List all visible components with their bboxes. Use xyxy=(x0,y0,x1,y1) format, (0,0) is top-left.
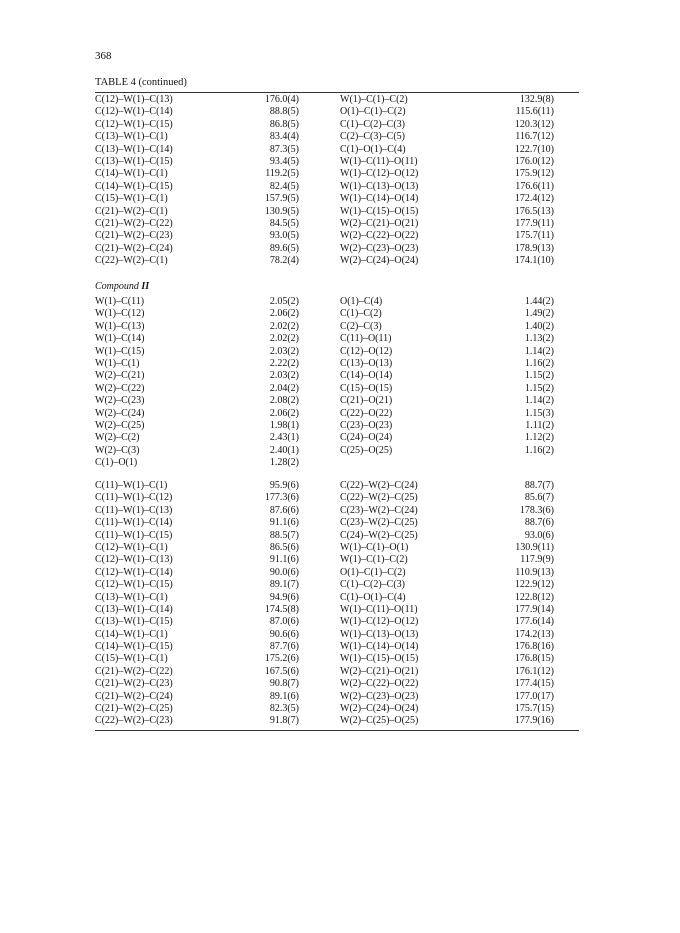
cell-value: 167.5(6) xyxy=(264,665,299,677)
cell-value: 89.6(5) xyxy=(269,242,299,254)
cell-value: 87.3(5) xyxy=(269,143,299,155)
cell-value: 1.15(2) xyxy=(524,370,554,382)
cell-value: 175.2(6) xyxy=(264,653,299,665)
cell-value: 87.7(6) xyxy=(269,641,299,653)
cell-value: 130.9(5) xyxy=(264,205,299,217)
cell-value: 177.0(17) xyxy=(514,690,554,702)
cell-atoms-label: C(23)–O(23) xyxy=(340,419,393,431)
table-row xyxy=(95,156,579,168)
table-row xyxy=(95,346,579,358)
cell-atoms-label: C(12)–W(1)–C(14) xyxy=(95,106,173,118)
cell-value: 88.7(7) xyxy=(524,480,554,491)
section-title-prefix: Compound xyxy=(95,281,139,292)
cell-value: 177.3(6) xyxy=(264,492,299,504)
cell-atoms-label: C(12)–W(1)–C(15) xyxy=(95,579,173,591)
cell-atoms-label: W(2)–C(22)–O(22) xyxy=(340,678,419,690)
cell-atoms-label: C(1)–C(2)–C(3) xyxy=(340,118,405,130)
cell-atoms-label: W(1)–C(13)–O(13) xyxy=(340,628,419,640)
cell-atoms-label: W(2)–C(21)–O(21) xyxy=(340,665,419,677)
cell-atoms-label: C(1)–C(2) xyxy=(340,308,382,320)
cell-atoms-label: C(11)–W(1)–C(15) xyxy=(95,529,173,541)
cell-value: 176.0(4) xyxy=(264,94,299,105)
cell-atoms-label: C(13)–W(1)–C(1) xyxy=(95,131,168,143)
cell-value: 2.02(2) xyxy=(269,320,299,332)
cell-atoms-label: C(13)–W(1)–C(14) xyxy=(95,143,173,155)
cell-value: 90.0(6) xyxy=(269,566,299,578)
section-title-roman: II xyxy=(141,281,150,292)
section-title xyxy=(95,281,149,292)
cell-atoms-label: C(13)–O(13) xyxy=(340,357,393,369)
cell-atoms-label: C(25)–O(25) xyxy=(340,444,393,456)
cell-atoms-label: C(12)–W(1)–C(13) xyxy=(95,554,173,566)
cell-atoms-label: C(12)–W(1)–C(1) xyxy=(95,541,168,553)
table-row xyxy=(95,321,579,333)
cell-value: 176.6(11) xyxy=(515,180,554,192)
cell-atoms-label: W(2)–C(24)–O(24) xyxy=(340,255,419,267)
cell-value: 93.0(6) xyxy=(524,529,554,541)
cell-value: 2.06(2) xyxy=(269,407,299,419)
table-row xyxy=(95,358,579,370)
table-row xyxy=(95,94,579,106)
table-row xyxy=(95,370,579,382)
cell-value: 90.6(6) xyxy=(269,628,299,640)
table-row xyxy=(95,505,579,517)
table-row xyxy=(95,715,579,727)
table-row xyxy=(95,420,579,432)
cell-atoms-label: C(21)–W(2)–C(1) xyxy=(95,205,168,217)
cell-atoms-label: C(12)–W(1)–C(14) xyxy=(95,566,173,578)
cell-value: 2.03(2) xyxy=(269,345,299,357)
cell-atoms-label: W(2)–C(21)–O(21) xyxy=(340,217,419,229)
cell-value: 87.0(6) xyxy=(269,616,299,628)
table-row xyxy=(95,457,579,469)
cell-value: 177.9(16) xyxy=(514,715,554,727)
cell-value: 1.40(2) xyxy=(524,320,554,332)
cell-value: 122.8(12) xyxy=(514,591,554,603)
table-row xyxy=(95,604,579,616)
table-row xyxy=(95,243,579,255)
cell-atoms-label: W(2)–C(23)–O(23) xyxy=(340,690,419,702)
cell-atoms-label: W(2)–C(24) xyxy=(95,407,145,419)
cell-value: 90.8(7) xyxy=(269,678,299,690)
cell-atoms-label: C(21)–W(2)–C(25) xyxy=(95,703,173,715)
cell-value: 84.5(5) xyxy=(269,217,299,229)
cell-atoms-label: W(2)–C(22) xyxy=(95,382,145,394)
cell-atoms-label: C(14)–W(1)–C(15) xyxy=(95,180,173,192)
cell-atoms-label: W(2)–C(23) xyxy=(95,395,145,407)
cell-atoms-label: W(1)–C(13)–O(13) xyxy=(340,180,419,192)
table-row xyxy=(95,333,579,345)
cell-atoms-label: W(1)–C(13) xyxy=(95,320,145,332)
cell-atoms-label: C(12)–O(12) xyxy=(340,345,393,357)
cell-value: 2.40(1) xyxy=(269,444,299,456)
cell-atoms-label: W(2)–C(23)–O(23) xyxy=(340,242,419,254)
cell-atoms-label: W(2)–C(25) xyxy=(95,419,145,431)
cell-atoms-label: W(1)–C(15) xyxy=(95,345,145,357)
cell-atoms-label: C(22)–W(2)–C(24) xyxy=(340,480,418,491)
cell-atoms-label: C(21)–W(2)–C(22) xyxy=(95,665,173,677)
table-row xyxy=(95,395,579,407)
cell-value: 177.9(14) xyxy=(514,603,554,615)
cell-value: 175.7(15) xyxy=(514,703,554,715)
cell-value: 176.5(13) xyxy=(514,205,554,217)
cell-value: 2.04(2) xyxy=(269,382,299,394)
cell-value: 91.8(7) xyxy=(269,715,299,727)
cell-atoms-label: C(14)–W(1)–C(1) xyxy=(95,168,168,180)
cell-value: 95.9(6) xyxy=(269,480,299,491)
cell-atoms-label: C(11)–W(1)–C(12) xyxy=(95,492,173,504)
cell-atoms-label: C(13)–W(1)–C(15) xyxy=(95,155,173,167)
cell-atoms-label: C(22)–W(2)–C(23) xyxy=(95,715,173,727)
cell-value: 2.43(1) xyxy=(269,432,299,444)
table-row xyxy=(95,616,579,628)
cell-value: 94.9(6) xyxy=(269,591,299,603)
table-row xyxy=(95,144,579,156)
cell-atoms-label: O(1)–C(1)–C(2) xyxy=(340,566,406,578)
cell-atoms-label: O(1)–C(1)–C(2) xyxy=(340,106,406,118)
cell-atoms-label: W(1)–C(14) xyxy=(95,333,145,345)
cell-atoms-label: W(1)–C(12)–O(12) xyxy=(340,616,419,628)
table-row xyxy=(95,230,579,242)
cell-value: 78.2(4) xyxy=(269,255,299,267)
cell-value: 87.6(6) xyxy=(269,504,299,516)
table-row xyxy=(95,554,579,566)
table-title: TABLE 4 (continued) xyxy=(95,77,187,88)
table-row xyxy=(95,678,579,690)
cell-atoms-label: C(13)–W(1)–C(1) xyxy=(95,591,168,603)
cell-atoms-label: C(1)–O(1)–C(4) xyxy=(340,143,406,155)
bond-angles-table xyxy=(95,480,579,728)
cell-atoms-label: W(2)–C(22)–O(22) xyxy=(340,230,419,242)
table-bottom-rule xyxy=(95,730,579,731)
cell-value: 1.11(2) xyxy=(525,419,554,431)
cell-value: 175.9(12) xyxy=(514,168,554,180)
cell-value: 172.4(12) xyxy=(514,193,554,205)
cell-atoms-label: C(11)–W(1)–C(1) xyxy=(95,480,168,491)
table-row xyxy=(95,206,579,218)
cell-value: 174.1(10) xyxy=(514,255,554,267)
cell-atoms-label: C(14)–O(14) xyxy=(340,370,393,382)
table-row xyxy=(95,432,579,444)
bond-lengths-table xyxy=(95,296,579,469)
table-row xyxy=(95,193,579,205)
table-row xyxy=(95,542,579,554)
table-row xyxy=(95,567,579,579)
cell-atoms-label: W(2)–C(24)–O(24) xyxy=(340,703,419,715)
cell-atoms-label: W(1)–C(12) xyxy=(95,308,145,320)
cell-atoms-label: C(14)–W(1)–C(15) xyxy=(95,641,173,653)
cell-value: 1.12(2) xyxy=(524,432,554,444)
cell-value: 86.8(5) xyxy=(269,118,299,130)
cell-value: 177.9(11) xyxy=(515,217,554,229)
table-row xyxy=(95,492,579,504)
cell-value: 85.6(7) xyxy=(524,492,554,504)
cell-value: 119.2(5) xyxy=(265,168,299,180)
cell-atoms-label: C(12)–W(1)–C(15) xyxy=(95,118,173,130)
cell-value: 122.9(12) xyxy=(514,579,554,591)
cell-value: 88.8(5) xyxy=(269,106,299,118)
cell-atoms-label: C(21)–W(2)–C(24) xyxy=(95,242,173,254)
cell-atoms-label: W(1)–C(11)–O(11) xyxy=(340,155,418,167)
cell-value: 88.7(6) xyxy=(524,517,554,529)
cell-atoms-label: C(24)–W(2)–C(25) xyxy=(340,529,418,541)
cell-value: 177.4(15) xyxy=(514,678,554,690)
cell-value: 1.16(2) xyxy=(524,444,554,456)
cell-value: 2.02(2) xyxy=(269,333,299,345)
table-row xyxy=(95,517,579,529)
table-row xyxy=(95,181,579,193)
cell-atoms-label: C(22)–W(2)–C(1) xyxy=(95,255,168,267)
cell-atoms-label: C(23)–W(2)–C(24) xyxy=(340,504,418,516)
cell-value: 176.1(12) xyxy=(514,665,554,677)
cell-atoms-label: W(1)–C(1) xyxy=(95,357,140,369)
cell-value: 1.14(2) xyxy=(524,395,554,407)
cell-value: 176.8(16) xyxy=(514,641,554,653)
table-row xyxy=(95,168,579,180)
cell-value: 176.8(15) xyxy=(514,653,554,665)
table-row xyxy=(95,579,579,591)
cell-value: 91.1(6) xyxy=(269,554,299,566)
table-row xyxy=(95,255,579,267)
cell-atoms-label: C(24)–O(24) xyxy=(340,432,393,444)
cell-value: 177.6(14) xyxy=(514,616,554,628)
cell-atoms-label: W(1)–C(11) xyxy=(95,296,145,307)
cell-value: 1.15(3) xyxy=(524,407,554,419)
cell-value: 1.13(2) xyxy=(524,333,554,345)
cell-atoms-label: C(13)–W(1)–C(15) xyxy=(95,616,173,628)
cell-atoms-label: O(1)–C(4) xyxy=(340,296,383,307)
cell-atoms-label: C(15)–W(1)–C(1) xyxy=(95,653,168,665)
cell-value: 130.9(11) xyxy=(515,541,554,553)
cell-atoms-label: W(1)–C(14)–O(14) xyxy=(340,641,419,653)
cell-value: 89.1(7) xyxy=(269,579,299,591)
cell-atoms-label: C(22)–O(22) xyxy=(340,407,393,419)
cell-atoms-label: C(21)–W(2)–C(23) xyxy=(95,230,173,242)
cell-value: 117.9(9) xyxy=(520,554,554,566)
cell-value: 86.5(6) xyxy=(269,541,299,553)
table-row xyxy=(95,641,579,653)
table-row xyxy=(95,530,579,542)
cell-atoms-label: C(15)–O(15) xyxy=(340,382,393,394)
cell-atoms-label: C(1)–O(1)–C(4) xyxy=(340,591,406,603)
cell-atoms-label: C(11)–W(1)–C(13) xyxy=(95,504,173,516)
cell-value: 175.7(11) xyxy=(515,230,554,242)
cell-value: 2.22(2) xyxy=(269,357,299,369)
table-row xyxy=(95,106,579,118)
cell-value: 120.3(12) xyxy=(514,118,554,130)
table-row xyxy=(95,629,579,641)
cell-atoms-label: C(11)–W(1)–C(14) xyxy=(95,517,173,529)
cell-atoms-label: W(1)–C(1)–C(2) xyxy=(340,94,408,105)
cell-value: 157.9(5) xyxy=(264,193,299,205)
cell-atoms-label: C(21)–W(2)–C(24) xyxy=(95,690,173,702)
cell-atoms-label: W(1)–C(14)–O(14) xyxy=(340,193,419,205)
cell-value: 88.5(7) xyxy=(269,529,299,541)
cell-value: 2.03(2) xyxy=(269,370,299,382)
cell-atoms-label: W(2)–C(25)–O(25) xyxy=(340,715,419,727)
cell-value: 1.28(2) xyxy=(269,457,299,469)
table-row xyxy=(95,408,579,420)
cell-atoms-label: W(2)–C(2) xyxy=(95,432,140,444)
cell-atoms-label: C(11)–O(11) xyxy=(340,333,392,345)
table-row xyxy=(95,383,579,395)
cell-atoms-label: W(1)–C(1)–C(2) xyxy=(340,554,408,566)
cell-value: 83.4(4) xyxy=(269,131,299,143)
cell-value: 89.1(6) xyxy=(269,690,299,702)
angles-table-section-1 xyxy=(95,94,579,267)
table-row xyxy=(95,131,579,143)
table-row xyxy=(95,703,579,715)
cell-value: 178.3(6) xyxy=(519,504,554,516)
table-top-rule xyxy=(95,92,579,93)
cell-value: 2.06(2) xyxy=(269,308,299,320)
cell-atoms-label: C(21)–W(2)–C(22) xyxy=(95,217,173,229)
table-row xyxy=(95,592,579,604)
table-row xyxy=(95,296,579,308)
cell-atoms-label: W(2)–C(21) xyxy=(95,370,145,382)
cell-value: 93.4(5) xyxy=(269,155,299,167)
table-row xyxy=(95,653,579,665)
cell-value: 1.15(2) xyxy=(524,382,554,394)
cell-atoms-label: C(13)–W(1)–C(14) xyxy=(95,603,173,615)
cell-value: 1.44(2) xyxy=(524,296,554,307)
cell-value: 132.9(8) xyxy=(519,94,554,105)
cell-value: 115.6(11) xyxy=(515,106,554,118)
cell-value: 122.7(10) xyxy=(514,143,554,155)
cell-atoms-label: C(21)–W(2)–C(23) xyxy=(95,678,173,690)
cell-atoms-label: C(23)–W(2)–C(25) xyxy=(340,517,418,529)
cell-atoms-label: W(1)–C(11)–O(11) xyxy=(340,603,418,615)
cell-value: 174.5(8) xyxy=(264,603,299,615)
cell-atoms-label: C(2)–C(3) xyxy=(340,320,382,332)
cell-value: 176.0(12) xyxy=(514,155,554,167)
cell-value: 1.16(2) xyxy=(524,357,554,369)
cell-atoms-label: C(22)–W(2)–C(25) xyxy=(340,492,418,504)
cell-atoms-label: C(14)–W(1)–C(1) xyxy=(95,628,168,640)
cell-value: 2.05(2) xyxy=(269,296,299,307)
cell-atoms-label: C(1)–C(2)–C(3) xyxy=(340,579,405,591)
cell-value: 178.9(13) xyxy=(514,242,554,254)
cell-value: 82.3(5) xyxy=(269,703,299,715)
cell-atoms-label: C(21)–O(21) xyxy=(340,395,393,407)
cell-atoms-label: C(1)–O(1) xyxy=(95,457,138,469)
cell-atoms-label: C(2)–C(3)–C(5) xyxy=(340,131,405,143)
cell-atoms-label: C(15)–W(1)–C(1) xyxy=(95,193,168,205)
cell-value: 1.14(2) xyxy=(524,345,554,357)
cell-value: 116.7(12) xyxy=(515,131,554,143)
cell-value: 1.98(1) xyxy=(269,419,299,431)
cell-atoms-label: W(2)–C(3) xyxy=(95,444,140,456)
cell-value: 93.0(5) xyxy=(269,230,299,242)
cell-atoms-label: W(1)–C(15)–O(15) xyxy=(340,205,419,217)
page-number: 368 xyxy=(95,50,112,62)
cell-value: 91.1(6) xyxy=(269,517,299,529)
cell-atoms-label: W(1)–C(12)–O(12) xyxy=(340,168,419,180)
cell-atoms-label: W(1)–C(15)–O(15) xyxy=(340,653,419,665)
cell-value: 110.9(13) xyxy=(515,566,554,578)
table-row xyxy=(95,218,579,230)
table-row xyxy=(95,480,579,492)
cell-value: 82.4(5) xyxy=(269,180,299,192)
cell-value: 2.08(2) xyxy=(269,395,299,407)
table-row xyxy=(95,119,579,131)
cell-atoms-label: C(12)–W(1)–C(13) xyxy=(95,94,173,105)
table-row xyxy=(95,666,579,678)
table-row xyxy=(95,308,579,320)
table-row xyxy=(95,445,579,457)
cell-value: 1.49(2) xyxy=(524,308,554,320)
cell-atoms-label: W(1)–C(1)–O(1) xyxy=(340,541,409,553)
cell-value: 174.2(13) xyxy=(514,628,554,640)
table-row xyxy=(95,691,579,703)
